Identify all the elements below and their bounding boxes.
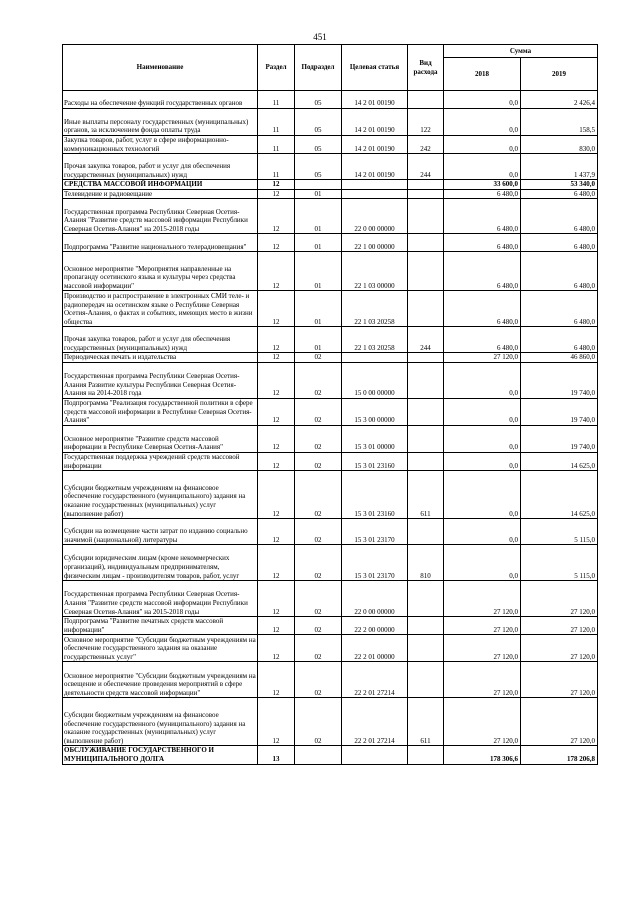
row-expense-type	[408, 746, 444, 764]
table-row	[63, 662, 598, 698]
row-name: Субсидии на возмещение части затрат по изданию социально значимой (национальной) литературы	[63, 519, 258, 545]
table-row	[63, 180, 598, 190]
header-name: Наименование	[63, 45, 258, 91]
row-target-article: 22 0 00 00000	[342, 199, 408, 234]
row-sum-2019: 53 340,0	[521, 180, 598, 190]
row-sum-2018: 27 120,0	[444, 698, 521, 746]
table-row	[63, 617, 598, 635]
table-row	[63, 545, 598, 581]
table-row	[63, 291, 598, 327]
row-section: 12	[258, 362, 295, 398]
row-expense-type	[408, 519, 444, 545]
row-subsection: 02	[295, 581, 342, 617]
row-sum-2018: 0,0	[444, 519, 521, 545]
row-expense-type	[408, 291, 444, 327]
row-sum-2018: 6 480,0	[444, 199, 521, 234]
row-sum-2019: 27 120,0	[521, 635, 598, 662]
row-sum-2019: 27 120,0	[521, 617, 598, 635]
row-expense-type: 611	[408, 698, 444, 746]
row-sum-2018: 27 120,0	[444, 617, 521, 635]
row-name: Основное мероприятие "Субсидии бюджетным учреждениям на обеспечение государственного задания на оказание государственных услуг"	[64, 635, 256, 661]
row-sum-2018: 0,0	[444, 154, 521, 180]
row-sum-2019: 830,0	[521, 136, 598, 154]
row-target-article: 15 3 01 23160	[342, 471, 408, 519]
row-subsection: 05	[295, 91, 342, 109]
table-row	[63, 581, 598, 617]
table-row	[63, 425, 598, 452]
row-expense-type	[408, 234, 444, 252]
row-sum-2019: 6 480,0	[521, 199, 598, 234]
row-section: 12	[258, 425, 295, 452]
row-expense-type	[408, 452, 444, 470]
row-expense-type	[408, 199, 444, 234]
row-name: Основное мероприятие "Развитие средств массовой информации в Республике Северная Осетия-Алания"	[63, 425, 258, 452]
header-expense-type: Вид расхода	[408, 45, 444, 91]
row-subsection: 02	[295, 362, 342, 398]
row-section: 12	[258, 234, 295, 252]
row-subsection	[295, 180, 342, 190]
row-section: 12	[258, 452, 295, 470]
row-sum-2019: 6 480,0	[521, 189, 598, 199]
row-sum-2019: 27 120,0	[521, 662, 598, 698]
row-expense-type	[408, 180, 444, 190]
row-name: Государственная программа Республики Северная Осетия-Алания "Развитие средств массовой информации Республики Северная Осетия-Алания" на 2015-2018 годы	[63, 199, 258, 234]
row-name: Государственная программа Республики Северная Осетия-Алания Развитие культуры Республики Северная Осетия-Алания на 2014-2018 года	[63, 362, 258, 398]
row-section: 12	[258, 353, 295, 363]
row-section: 13	[258, 746, 295, 764]
row-sum-2018: 0,0	[444, 362, 521, 398]
row-subsection: 02	[295, 545, 342, 581]
row-target-article: 22 0 00 00000	[342, 581, 408, 617]
row-target-article: 22 2 01 27214	[342, 698, 408, 746]
row-section: 12	[258, 662, 295, 698]
row-sum-2019: 27 120,0	[521, 581, 598, 617]
row-expense-type	[408, 189, 444, 199]
row-sum-2018: 0,0	[444, 545, 521, 581]
row-section: 12	[258, 398, 295, 425]
row-name: Подпрограмма "Развитие печатных средств массовой информации"	[63, 617, 258, 635]
row-expense-type: 122	[408, 109, 444, 136]
row-name: Телевидение и радиовещание	[63, 189, 258, 199]
row-name: Подпрограмма "Реализация государственной политики в сфере средств массовой информации в Республике Северная Осетия-Алания"	[63, 398, 258, 425]
table-row	[63, 398, 598, 425]
row-expense-type	[408, 353, 444, 363]
row-sum-2018: 6 480,0	[444, 252, 521, 291]
row-sum-2018: 0,0	[444, 91, 521, 109]
row-sum-2019: 14 625,0	[521, 471, 598, 519]
row-section: 12	[258, 471, 295, 519]
header-target-article: Целевая статья	[342, 45, 408, 91]
row-name: Основное мероприятие "Субсидии бюджетным учреждениям на освещение и обеспечение проведения мероприятий в сфере деятельности средств массовой информации"	[63, 662, 258, 698]
row-target-article	[342, 189, 408, 199]
row-target-article: 22 2 01 00000	[342, 635, 408, 662]
row-target-article: 22 2 00 00000	[342, 617, 408, 635]
row-name: Субсидии бюджетным учреждениям на финансовое обеспечение государственного (муниципального) задания на оказание государственных (муниципальных) услуг (выполнение работ)	[63, 698, 258, 746]
row-sum-2018: 0,0	[444, 452, 521, 470]
row-section: 11	[258, 154, 295, 180]
table-row	[63, 234, 598, 252]
row-sum-2019: 46 860,0	[521, 353, 598, 363]
row-target-article: 15 3 01 23170	[342, 519, 408, 545]
row-sum-2019: 6 480,0	[521, 291, 598, 327]
table-row	[63, 252, 598, 291]
row-sum-2018: 33 600,0	[444, 180, 521, 190]
row-target-article	[342, 746, 408, 764]
row-target-article: 22 2 01 27214	[342, 662, 408, 698]
row-subsection	[295, 746, 342, 764]
row-section: 11	[258, 109, 295, 136]
row-subsection: 01	[295, 189, 342, 199]
row-target-article	[342, 180, 408, 190]
row-sum-2019: 158,5	[521, 109, 598, 136]
row-name: Иные выплаты персоналу государственных (муниципальных) органов, за исключением фонда оплаты труда	[63, 109, 258, 136]
row-expense-type: 810	[408, 545, 444, 581]
row-expense-type	[408, 252, 444, 291]
row-name: Прочая закупка товаров, работ и услуг для обеспечения государственных (муниципальных) нужд	[63, 154, 258, 180]
row-sum-2018: 0,0	[444, 471, 521, 519]
row-target-article: 15 3 00 00000	[342, 398, 408, 425]
row-expense-type	[408, 91, 444, 109]
row-expense-type	[408, 617, 444, 635]
row-section: 12	[258, 189, 295, 199]
row-target-article: 22 1 03 00000	[342, 252, 408, 291]
row-target-article: 15 3 01 23160	[342, 452, 408, 470]
row-subsection: 02	[295, 353, 342, 363]
row-name: Закупка товаров, работ, услуг в сфере информационно-коммуникационных технологий	[63, 136, 258, 154]
table-row	[63, 327, 598, 353]
row-section: 12	[258, 698, 295, 746]
row-expense-type: 611	[408, 471, 444, 519]
row-sum-2019: 27 120,0	[521, 698, 598, 746]
row-target-article: 15 3 01 23170	[342, 545, 408, 581]
row-sum-2019: 6 480,0	[521, 252, 598, 291]
row-sum-2018: 27 120,0	[444, 662, 521, 698]
row-target-article	[342, 353, 408, 363]
row-sum-2018: 0,0	[444, 398, 521, 425]
row-section: 12	[258, 635, 295, 662]
row-expense-type: 244	[408, 327, 444, 353]
row-section: 12	[258, 291, 295, 327]
row-target-article: 15 3 01 00000	[342, 425, 408, 452]
row-subsection: 02	[295, 662, 342, 698]
row-subsection: 05	[295, 154, 342, 180]
row-name: ОБСЛУЖИВАНИЕ ГОСУДАРСТВЕННОГО И МУНИЦИПАЛЬНОГО ДОЛГА	[63, 746, 258, 764]
row-sum-2019: 19 740,0	[521, 398, 598, 425]
table-body	[63, 91, 598, 765]
row-expense-type	[408, 362, 444, 398]
row-name: Государственная поддержка учреждений средств массовой информации	[63, 452, 258, 470]
row-subsection: 01	[295, 327, 342, 353]
row-expense-type	[408, 398, 444, 425]
row-name: СРЕДСТВА МАССОВОЙ ИНФОРМАЦИИ	[63, 180, 258, 190]
table-row	[63, 189, 598, 199]
row-name: Расходы на обеспечение функций государственных органов	[63, 91, 258, 109]
row-expense-type	[408, 425, 444, 452]
row-sum-2019: 5 115,0	[521, 545, 598, 581]
row-subsection: 02	[295, 471, 342, 519]
page-number: 451	[313, 32, 327, 42]
table-row	[63, 91, 598, 109]
row-target-article: 14 2 01 00190	[342, 91, 408, 109]
row-expense-type	[408, 662, 444, 698]
row-sum-2019: 6 480,0	[521, 327, 598, 353]
row-target-article: 22 1 03 20258	[342, 327, 408, 353]
row-sum-2019: 1 437,9	[521, 154, 598, 180]
table-row	[63, 109, 598, 136]
row-section: 12	[258, 199, 295, 234]
row-sum-2018: 0,0	[444, 425, 521, 452]
row-expense-type	[408, 581, 444, 617]
table-row	[63, 136, 598, 154]
row-subsection: 02	[295, 617, 342, 635]
row-subsection: 02	[295, 425, 342, 452]
row-sum-2018: 6 480,0	[444, 327, 521, 353]
row-sum-2019: 6 480,0	[521, 234, 598, 252]
table-row	[63, 698, 598, 746]
table-row	[63, 362, 598, 398]
row-subsection: 05	[295, 136, 342, 154]
row-sum-2019: 14 625,0	[521, 452, 598, 470]
row-name: Прочая закупка товаров, работ и услуг для обеспечения государственных (муниципальных) нужд	[63, 327, 258, 353]
row-subsection: 02	[295, 635, 342, 662]
row-target-article: 22 1 00 00000	[342, 234, 408, 252]
row-section: 12	[258, 252, 295, 291]
row-subsection: 01	[295, 291, 342, 327]
table-row	[63, 471, 598, 519]
row-sum-2019: 5 115,0	[521, 519, 598, 545]
row-section: 11	[258, 91, 295, 109]
header-subsection: Подраздел	[295, 45, 342, 91]
row-sum-2019: 19 740,0	[521, 362, 598, 398]
row-section: 12	[258, 581, 295, 617]
row-expense-type: 244	[408, 154, 444, 180]
row-subsection: 02	[295, 698, 342, 746]
row-sum-2018: 6 480,0	[444, 291, 521, 327]
row-name: Субсидии юридическим лицам (кроме некоммерческих организаций), индивидуальным предпринимателям, физическим лицам - производителям товаров, работ, услуг	[63, 545, 258, 581]
row-sum-2018: 0,0	[444, 109, 521, 136]
row-target-article: 22 1 03 20258	[342, 291, 408, 327]
row-subsection: 02	[295, 398, 342, 425]
row-sum-2018: 27 120,0	[444, 581, 521, 617]
row-sum-2019: 2 426,4	[521, 91, 598, 109]
row-name: Производство и распространение в электронных СМИ теле- и радиопередач на осетинском языке о Республике Северная Осетия-Алания, о фактах и событиях, имеющих место в жизни общества	[63, 291, 258, 327]
row-sum-2018: 27 120,0	[444, 635, 521, 662]
row-subsection: 02	[295, 452, 342, 470]
row-sum-2018: 178 306,6	[444, 746, 521, 764]
row-sum-2018: 27 120,0	[444, 353, 521, 363]
row-sum-2018: 6 480,0	[444, 189, 521, 199]
row-subsection: 01	[295, 252, 342, 291]
row-sum-2019: 19 740,0	[521, 425, 598, 452]
row-section: 11	[258, 136, 295, 154]
table-row	[63, 154, 598, 180]
row-subsection: 05	[295, 109, 342, 136]
row-section: 12	[258, 327, 295, 353]
row-expense-type: 242	[408, 136, 444, 154]
row-target-article: 14 2 01 00190	[342, 109, 408, 136]
header-year-2018: 2018	[444, 58, 521, 91]
row-name: Государственная программа Республики Северная Осетия-Алания "Развитие средств массовой информации Республики Северная Осетия-Алания" на 2015-2018 годы	[63, 581, 258, 617]
row-subsection: 01	[295, 199, 342, 234]
row-target-article: 15 0 00 00000	[342, 362, 408, 398]
table-row	[63, 519, 598, 545]
row-name: Субсидии бюджетным учреждениям на финансовое обеспечение государственного (муниципального) задания на оказание государственных (муниципальных) услуг (выполнение работ)	[63, 471, 258, 519]
header-year-2019: 2019	[521, 58, 598, 91]
row-section: 12	[258, 180, 295, 190]
row-sum-2019: 178 206,8	[521, 746, 598, 764]
row-target-article: 14 2 01 00190	[342, 154, 408, 180]
row-expense-type	[408, 635, 444, 662]
row-subsection: 02	[295, 519, 342, 545]
row-sum-2018: 6 480,0	[444, 234, 521, 252]
budget-table	[62, 44, 598, 765]
row-name: Основное мероприятие "Мероприятия направленные на пропаганду осетинского языка и культуры через средства массовой информации"	[63, 252, 258, 291]
table-row	[63, 746, 598, 764]
row-name: Периодическая печать и издательства	[63, 353, 258, 363]
row-section: 12	[258, 519, 295, 545]
row-section: 12	[258, 617, 295, 635]
table-row	[63, 353, 598, 363]
header-sum: Сумма	[444, 45, 598, 58]
row-sum-2018: 0,0	[444, 136, 521, 154]
row-subsection: 01	[295, 234, 342, 252]
row-name: Подпрограмма "Развитие национального телерадиовещания"	[63, 234, 258, 252]
header-section: Раздел	[258, 45, 295, 91]
table-row	[63, 199, 598, 234]
table-row	[63, 452, 598, 470]
row-section: 12	[258, 545, 295, 581]
row-target-article: 14 2 01 00190	[342, 136, 408, 154]
table-row	[63, 635, 598, 662]
